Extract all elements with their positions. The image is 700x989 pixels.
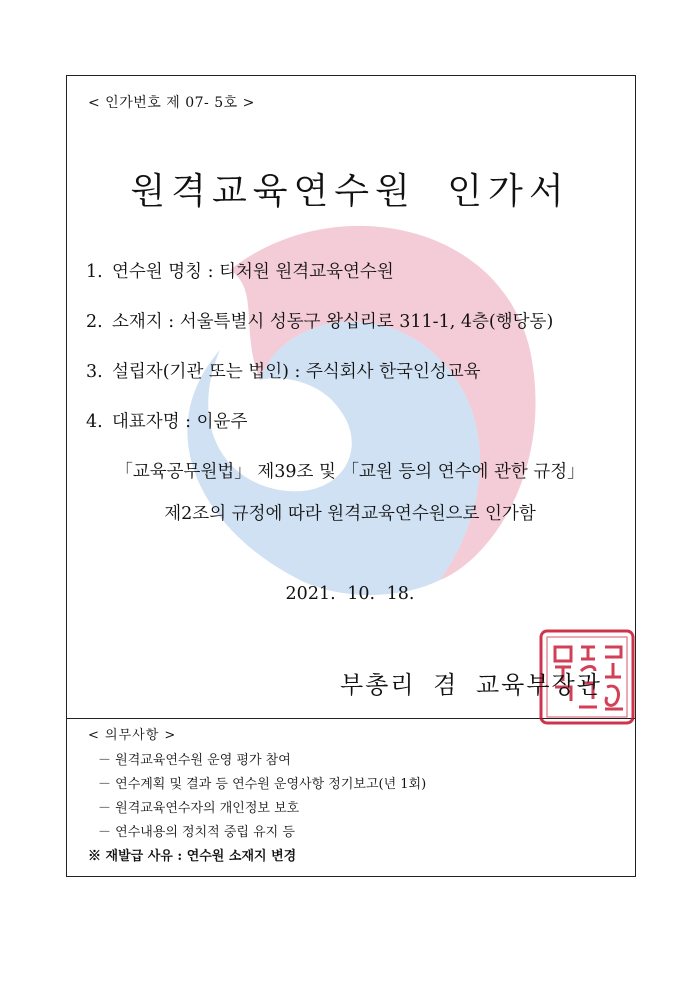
duty-item: － 원격교육연수자의 개인정보 보호 (98, 801, 300, 816)
item-institute-name (86, 258, 394, 283)
duty-item: － 원격교육연수원 운영 평가 참여 (98, 753, 291, 768)
issue-date: 2021. 10. 18. (285, 584, 415, 604)
permit-number: < 인가번호 제 07- 5호 > (88, 95, 255, 111)
item-number: 3. (86, 362, 103, 382)
item-text: 소재지 : 서울특별시 성동구 왕십리로 311-1, 4층(행당동) (112, 312, 554, 332)
item-number: 1. (86, 262, 103, 282)
item-number: 2. (86, 312, 103, 332)
item-number: 4. (86, 412, 103, 432)
item-representative (86, 408, 247, 433)
item-text: 연수원 명칭 : 티처원 원격교육연수원 (112, 262, 394, 282)
item-text: 대표자명 : 이윤주 (112, 412, 248, 432)
reissue-note: ※ 재발급 사유 : 연수원 소재지 변경 (88, 849, 297, 864)
issuer-name: 부총리 겸 교육부장관 (340, 671, 602, 699)
item-text: 설립자(기관 또는 법인) : 주식회사 한국인성교육 (112, 362, 481, 382)
duty-item: － 연수계획 및 결과 등 연수원 운영사항 정기보고(년 1회) (98, 777, 427, 792)
duties-heading: < 의무사항 > (88, 728, 177, 743)
certificate-title: 원격교육연수원 인가서 (130, 171, 570, 212)
approval-text-line: 제2조의 규정에 따라 원격교육연수원으로 인가함 (164, 504, 536, 524)
item-founder (86, 358, 481, 383)
duty-item: － 연수내용의 정치적 중립 유지 등 (98, 825, 295, 840)
item-location (86, 308, 553, 333)
approval-text-line: 「교육공무원법」 제39조 및 「교원 등의 연수에 관한 규정」 (115, 462, 585, 482)
